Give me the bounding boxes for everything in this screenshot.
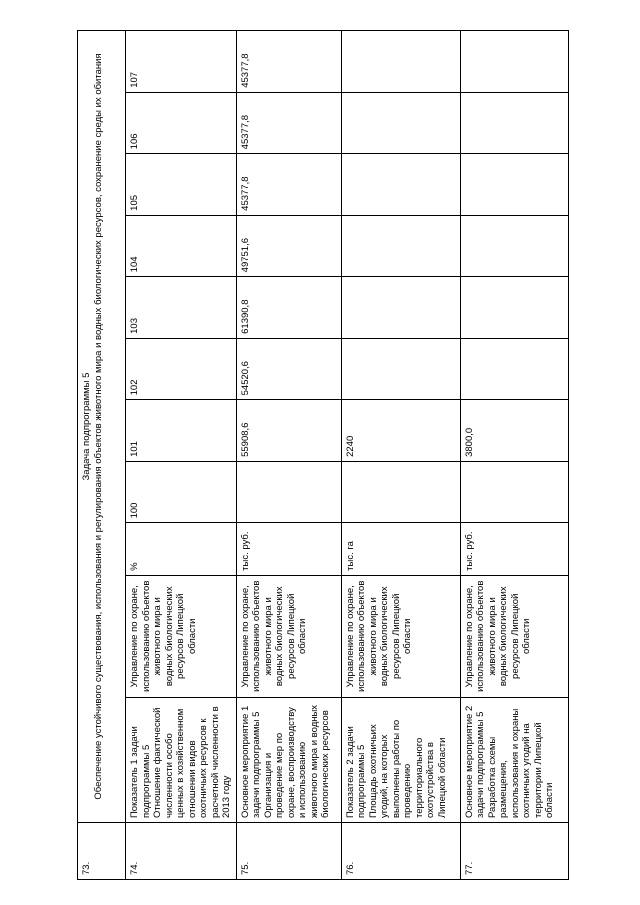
row-number: 76. — [341, 823, 460, 880]
row-executor: Управление по охране, использованию объектов животного мира и водных биологических ресурсов Липецкой области — [460, 575, 568, 697]
value-cell — [341, 154, 460, 216]
value-cell: 54520,6 — [236, 338, 341, 400]
program-table — [77, 30, 569, 880]
value-cell — [341, 461, 460, 523]
row-unit: тыс. руб. — [236, 523, 341, 575]
value-cell — [341, 277, 460, 339]
value-cell — [460, 92, 568, 154]
value-cell: 3800,0 — [460, 400, 568, 462]
col-header-105: 105 — [126, 154, 237, 216]
table-row — [341, 31, 460, 880]
row-executor: Управление по охране, использованию объектов животного мира и водных биологических ресурсов Липецкой области — [236, 575, 341, 697]
value-cell — [460, 277, 568, 339]
col-header-102: 102 — [126, 338, 237, 400]
value-cell — [460, 154, 568, 216]
value-cell — [236, 461, 341, 523]
value-cell: 45377,8 — [236, 31, 341, 93]
value-cell: 45377,8 — [236, 154, 341, 216]
row-name: Основное мероприятие 1 задачи подпрограммы 5 Организация и проведение мер по охране, воспроизводству и использованию животного мира и водных биологических ресурсов — [236, 697, 341, 822]
row-executor: Управление по охране, использованию объектов животного мира и водных биологических ресурсов Липецкой области — [126, 575, 237, 697]
col-header-100: 100 — [126, 461, 237, 523]
col-header-104: 104 — [126, 215, 237, 277]
row-number: 77. — [460, 823, 568, 880]
value-cell: 2240 — [341, 400, 460, 462]
col-header-101: 101 — [126, 400, 237, 462]
value-cell — [460, 31, 568, 93]
value-cell: 49751,6 — [236, 215, 341, 277]
row-number: 73. — [78, 823, 126, 880]
row-number: 74. — [126, 823, 237, 880]
col-header-107: 107 — [126, 31, 237, 93]
table-row — [460, 31, 568, 880]
row-name: Основное мероприятие 2 задачи подпрограммы 5 Разработка схемы размещения, использования и охраны охотничьих угодий на территории Липецкой области — [460, 697, 568, 822]
row-unit: тыс. руб. — [460, 523, 568, 575]
table-row — [78, 31, 126, 880]
col-header-106: 106 — [126, 92, 237, 154]
row-unit: тыс. га — [341, 523, 460, 575]
row-executor: Управление по охране, использованию объектов животного мира и водных биологических ресурсов Липецкой области — [341, 575, 460, 697]
row-name: Показатель 2 задачи подпрограммы 5 Площадь охотничьих угодий, на которых выполнены работы по проведению территориального охотустройства в Липецкой области — [341, 697, 460, 822]
value-cell — [460, 338, 568, 400]
value-cell — [460, 215, 568, 277]
value-cell: 61390,8 — [236, 277, 341, 339]
value-cell — [341, 215, 460, 277]
row-number: 75. — [236, 823, 341, 880]
value-cell: 45377,8 — [236, 92, 341, 154]
table-row — [236, 31, 341, 880]
col-header-103: 103 — [126, 277, 237, 339]
value-cell — [341, 338, 460, 400]
value-cell — [460, 461, 568, 523]
row-unit: % — [126, 523, 237, 575]
task-title: Задача подпрограммы 5 Обеспечение устойчивого существования, использования и регулирования объектов животного мира и водных биологических ресурсов, сохранение среды их обитания — [78, 31, 126, 823]
row-name: Показатель 1 задачи подпрограммы 5 Отношение фактической численности особо ценных в хозяйственном отношении видов охотничьих ресурсов к расчетной численности в 2013 году — [126, 697, 237, 822]
value-cell — [341, 92, 460, 154]
table-row — [126, 31, 237, 880]
value-cell — [341, 31, 460, 93]
value-cell: 55908,6 — [236, 400, 341, 462]
